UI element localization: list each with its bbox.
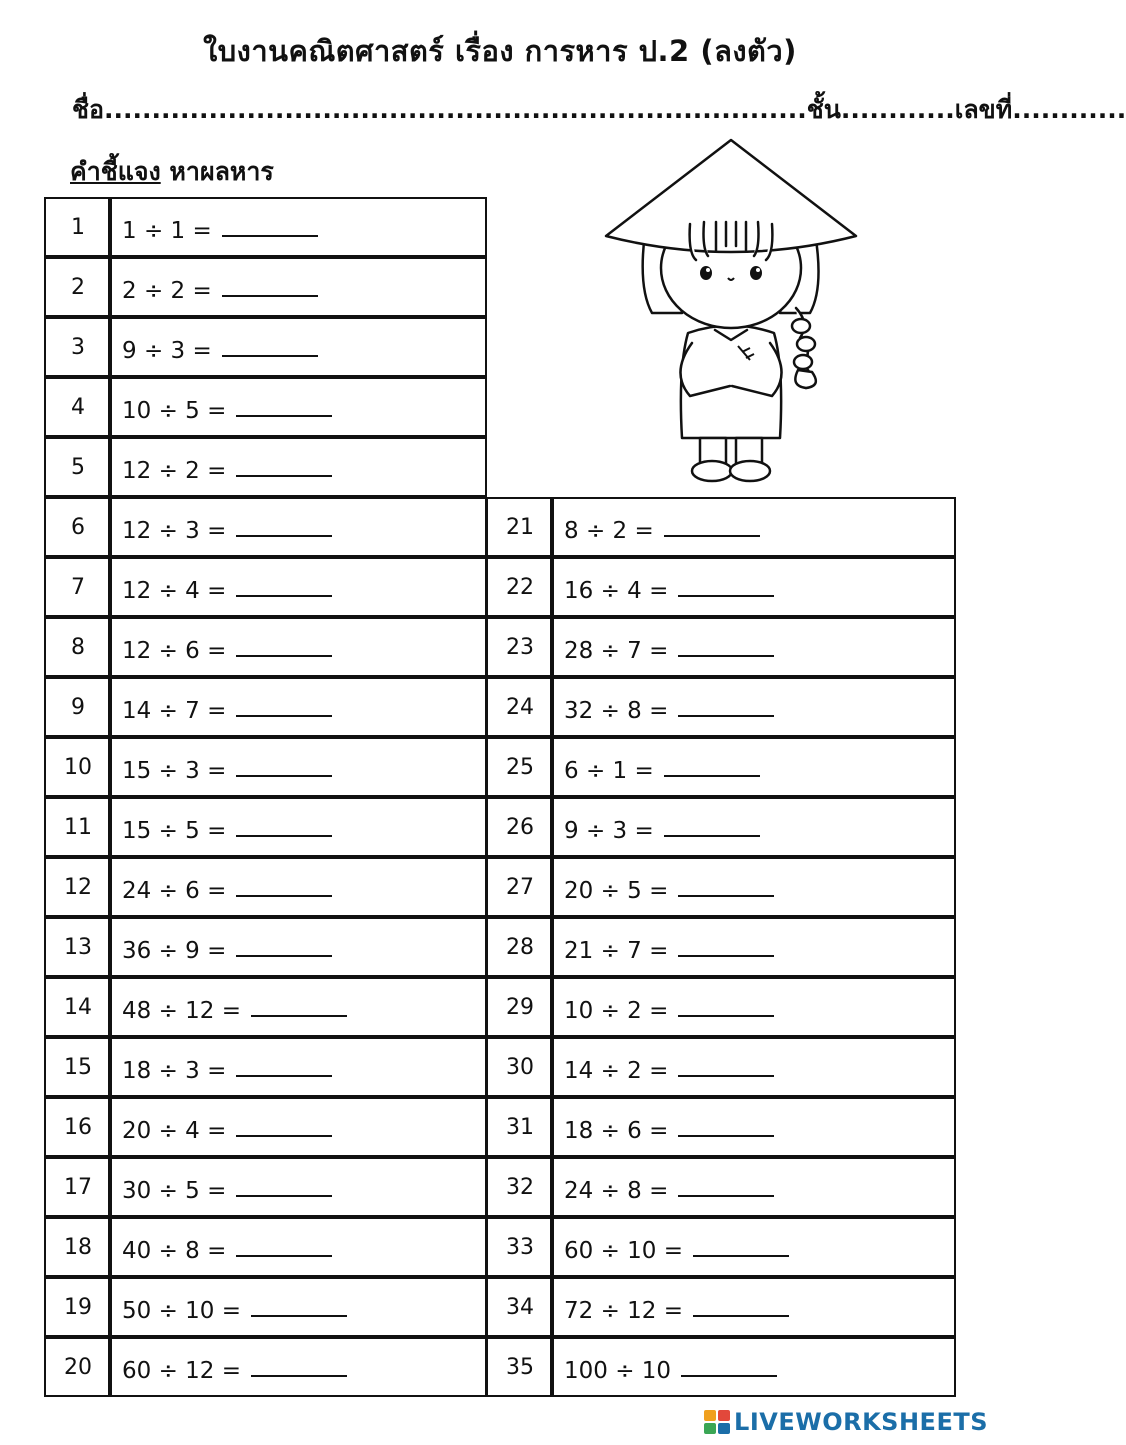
question-row [0, 1217, 1000, 1277]
division-problem: 9 ÷ 3 = [122, 338, 212, 364]
instruction [70, 152, 274, 192]
division-problem: 21 ÷ 7 = [564, 938, 669, 964]
answer-blank[interactable] [678, 1185, 774, 1197]
division-problem: 6 ÷ 1 = [564, 758, 654, 784]
question-row [0, 917, 1000, 977]
question-row [0, 737, 1000, 797]
division-problem: 15 ÷ 5 = [122, 818, 227, 844]
question-number: 18 [44, 1217, 112, 1277]
question-number: 31 [486, 1097, 554, 1157]
question-number: 13 [44, 917, 112, 977]
division-problem: 12 ÷ 6 = [122, 638, 227, 664]
question-cell [108, 197, 487, 257]
question-cell [550, 1037, 956, 1097]
question-row [0, 257, 1000, 317]
question-row [0, 1277, 1000, 1337]
question-row [0, 1157, 1000, 1217]
logo-icon [704, 1410, 730, 1434]
answer-blank[interactable] [693, 1305, 789, 1317]
question-row [0, 1337, 1000, 1397]
division-problem: 16 ÷ 4 = [564, 578, 669, 604]
question-number: 5 [44, 437, 112, 497]
question-number: 28 [486, 917, 554, 977]
answer-blank[interactable] [693, 1245, 789, 1257]
division-problem: 10 ÷ 5 = [122, 398, 227, 424]
division-problem: 20 ÷ 4 = [122, 1118, 227, 1144]
question-cell [108, 437, 487, 497]
division-problem: 15 ÷ 3 = [122, 758, 227, 784]
brand-text: LIVEWORKSHEETS [734, 1408, 988, 1436]
student-info-line: ชื่อ..........................................................................ชั้น............เลขที่............ [72, 95, 1126, 124]
division-problem: 9 ÷ 3 = [564, 818, 654, 844]
answer-blank[interactable] [678, 885, 774, 897]
division-problem: 1 ÷ 1 = [122, 218, 212, 244]
question-cell [550, 617, 956, 677]
question-number: 17 [44, 1157, 112, 1217]
question-cell [550, 797, 956, 857]
question-cell [550, 1337, 956, 1397]
question-cell [550, 1217, 956, 1277]
question-cell [550, 857, 956, 917]
division-problem: 12 ÷ 4 = [122, 578, 227, 604]
answer-blank[interactable] [678, 1005, 774, 1017]
question-number: 2 [44, 257, 112, 317]
question-cell [108, 317, 487, 377]
division-problem: 24 ÷ 6 = [122, 878, 227, 904]
division-problem: 14 ÷ 2 = [564, 1058, 669, 1084]
question-row [0, 1097, 1000, 1157]
division-problem: 12 ÷ 2 = [122, 458, 227, 484]
question-number: 6 [44, 497, 112, 557]
question-number: 11 [44, 797, 112, 857]
division-problem: 8 ÷ 2 = [564, 518, 654, 544]
question-number: 23 [486, 617, 554, 677]
answer-blank[interactable] [678, 1125, 774, 1137]
question-row [0, 977, 1000, 1037]
division-problem: 10 ÷ 2 = [564, 998, 669, 1024]
answer-blank[interactable] [236, 405, 332, 417]
question-cell [550, 977, 956, 1037]
question-number: 32 [486, 1157, 554, 1217]
question-row [0, 617, 1000, 677]
answer-blank[interactable] [236, 465, 332, 477]
question-row [0, 797, 1000, 857]
division-problem: 14 ÷ 7 = [122, 698, 227, 724]
answer-blank[interactable] [678, 945, 774, 957]
question-number: 29 [486, 977, 554, 1037]
answer-blank[interactable] [678, 1065, 774, 1077]
question-row [0, 497, 1000, 557]
question-number: 33 [486, 1217, 554, 1277]
answer-blank[interactable] [222, 225, 318, 237]
division-problem: 48 ÷ 12 = [122, 998, 242, 1024]
question-number: 30 [486, 1037, 554, 1097]
answer-blank[interactable] [678, 645, 774, 657]
question-number: 14 [44, 977, 112, 1037]
question-cell [550, 1097, 956, 1157]
question-cell [550, 677, 956, 737]
answer-blank[interactable] [664, 825, 760, 837]
instruction-label: คำชี้แจง [70, 157, 161, 186]
answer-blank[interactable] [681, 1365, 777, 1377]
answer-blank[interactable] [678, 585, 774, 597]
question-number: 25 [486, 737, 554, 797]
question-number: 12 [44, 857, 112, 917]
question-number: 26 [486, 797, 554, 857]
question-number: 3 [44, 317, 112, 377]
division-problem: 50 ÷ 10 = [122, 1298, 242, 1324]
question-row [0, 377, 1000, 437]
liveworksheets-logo [704, 1407, 988, 1437]
question-number: 9 [44, 677, 112, 737]
question-cell [550, 557, 956, 617]
question-cell [550, 1157, 956, 1217]
division-problem: 60 ÷ 12 = [122, 1358, 242, 1384]
division-problem: 72 ÷ 12 = [564, 1298, 684, 1324]
division-problem: 60 ÷ 10 = [564, 1238, 684, 1264]
question-number: 8 [44, 617, 112, 677]
division-problem: 100 ÷ 10 [564, 1358, 672, 1384]
question-number: 35 [486, 1337, 554, 1397]
question-row [0, 317, 1000, 377]
question-row [0, 857, 1000, 917]
question-number: 7 [44, 557, 112, 617]
worksheet-title: ใบงานคณิตศาสตร์ เรื่อง การหาร ป.2 (ลงตัว) [203, 34, 797, 68]
question-cell [550, 1277, 956, 1337]
division-problem: 32 ÷ 8 = [564, 698, 669, 724]
question-number: 19 [44, 1277, 112, 1337]
answer-blank[interactable] [664, 765, 760, 777]
question-number: 10 [44, 737, 112, 797]
answer-blank[interactable] [222, 345, 318, 357]
answer-blank[interactable] [222, 285, 318, 297]
question-row [0, 677, 1000, 737]
question-number: 1 [44, 197, 112, 257]
division-problem: 40 ÷ 8 = [122, 1238, 227, 1264]
question-cell [108, 377, 487, 437]
question-number: 15 [44, 1037, 112, 1097]
question-number: 16 [44, 1097, 112, 1157]
division-problem: 18 ÷ 6 = [564, 1118, 669, 1144]
question-number: 27 [486, 857, 554, 917]
division-problem: 36 ÷ 9 = [122, 938, 227, 964]
question-row [0, 437, 1000, 497]
division-problem: 12 ÷ 3 = [122, 518, 227, 544]
division-problem: 28 ÷ 7 = [564, 638, 669, 664]
question-cell [108, 257, 487, 317]
answer-blank[interactable] [664, 525, 760, 537]
division-problem: 24 ÷ 8 = [564, 1178, 669, 1204]
question-cell [550, 497, 956, 557]
question-number: 22 [486, 557, 554, 617]
question-cell [550, 737, 956, 797]
division-problem: 18 ÷ 3 = [122, 1058, 227, 1084]
question-number: 34 [486, 1277, 554, 1337]
question-number: 24 [486, 677, 554, 737]
question-row [0, 1037, 1000, 1097]
question-row [0, 197, 1000, 257]
question-number: 20 [44, 1337, 112, 1397]
question-number: 4 [44, 377, 112, 437]
question-cell [550, 917, 956, 977]
division-problem: 2 ÷ 2 = [122, 278, 212, 304]
question-number: 21 [486, 497, 554, 557]
instruction-text: หาผลหาร [169, 157, 274, 186]
division-problem: 30 ÷ 5 = [122, 1178, 227, 1204]
division-problem: 20 ÷ 5 = [564, 878, 669, 904]
question-row [0, 557, 1000, 617]
answer-blank[interactable] [678, 705, 774, 717]
